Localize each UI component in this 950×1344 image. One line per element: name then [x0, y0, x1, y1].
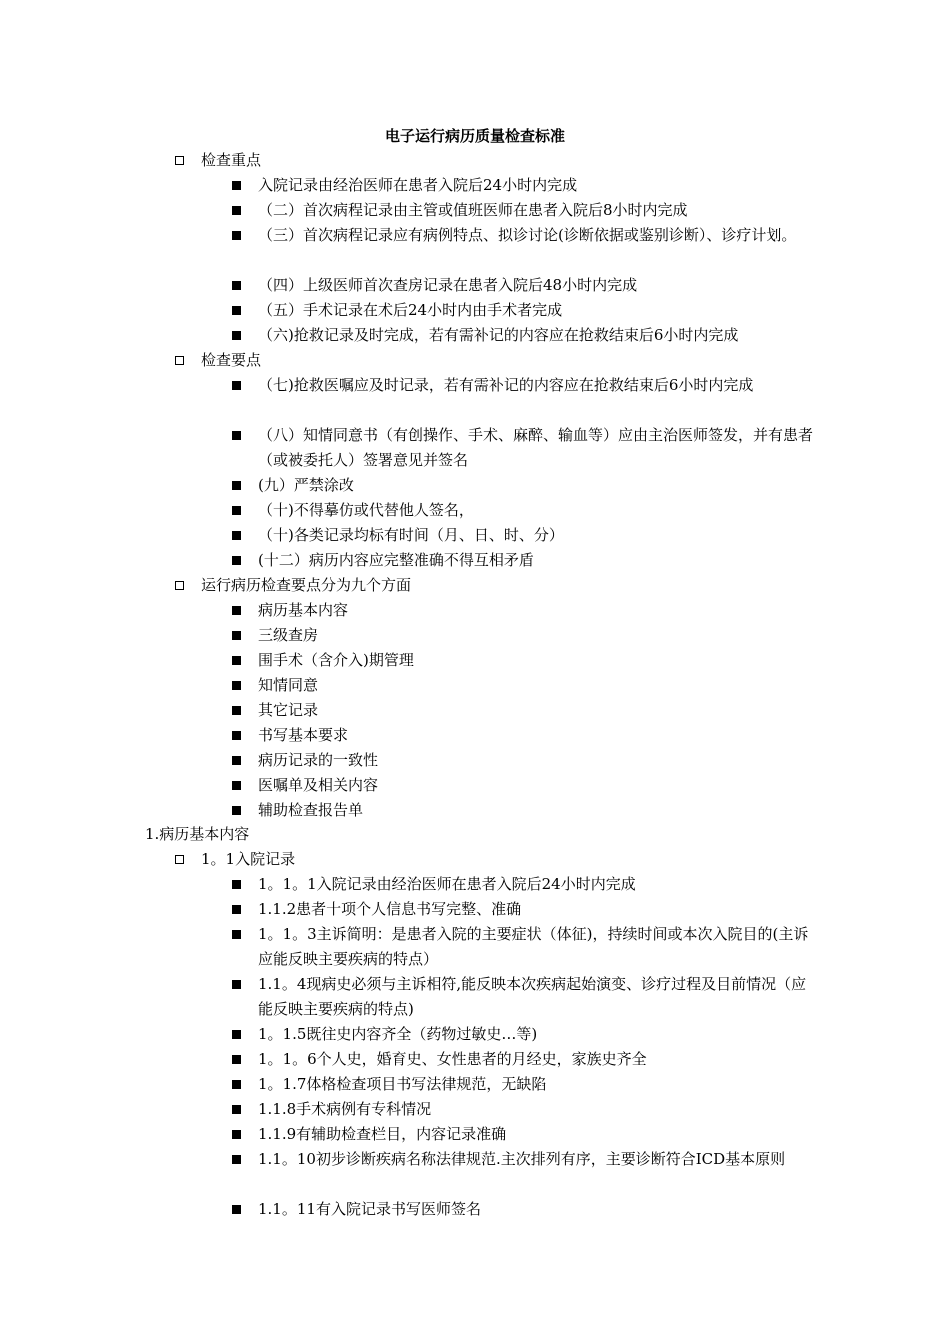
- filled-square-bullet-icon: [232, 1130, 241, 1139]
- list-item: 1。1.7体格检查项目书写法律规范，无缺陷: [258, 1075, 547, 1093]
- list-item: 辅助检查报告单: [258, 801, 364, 819]
- filled-square-bullet-icon: [232, 756, 241, 765]
- hollow-square-bullet-icon: [175, 581, 184, 590]
- filled-square-bullet-icon: [232, 531, 241, 540]
- list-item: 病历记录的一致性: [258, 751, 379, 769]
- section-label: 运行病历检查要点分为九个方面: [201, 576, 412, 594]
- section-label: 检查要点: [201, 351, 262, 369]
- filled-square-bullet-icon: [232, 1080, 241, 1089]
- list-item: 1。1。3主诉简明：是患者入院的主要症状（体征)，持续时间或本次入院目的(主诉应能反映主要疾病的特点）: [258, 925, 809, 968]
- list-item: （八）知情同意书（有创操作、手术、麻醉、输血等）应由主治医师签发，并有患者（或被委托人）签署意见并签名: [258, 426, 814, 469]
- filled-square-bullet-icon: [232, 706, 241, 715]
- hollow-square-bullet-icon: [175, 156, 184, 165]
- list-item: 入院记录由经治医师在患者入院后24小时内完成: [258, 176, 578, 194]
- filled-square-bullet-icon: [232, 231, 241, 240]
- list-item: 医嘱单及相关内容: [258, 776, 379, 794]
- hollow-square-bullet-icon: [175, 356, 184, 365]
- filled-square-bullet-icon: [232, 930, 241, 939]
- list-item: （二）首次病程记录由主管或值班医师在患者入院后8小时内完成: [258, 201, 688, 219]
- filled-square-bullet-icon: [232, 206, 241, 215]
- filled-square-bullet-icon: [232, 556, 241, 565]
- filled-square-bullet-icon: [232, 306, 241, 315]
- list-item: （七)抢救医嘱应及时记录，若有需补记的内容应在抢救结束后6小时内完成: [258, 376, 754, 394]
- list-item: 1.1.9有辅助检查栏目，内容记录准确: [258, 1125, 507, 1143]
- filled-square-bullet-icon: [232, 1105, 241, 1114]
- list-item: 其它记录: [258, 701, 319, 719]
- document-title: 电子运行病历质量检查标准: [384, 127, 565, 145]
- hollow-square-bullet-icon: [175, 855, 184, 864]
- list-item: 知情同意: [258, 676, 319, 694]
- list-item: 病历基本内容: [258, 601, 349, 619]
- filled-square-bullet-icon: [232, 481, 241, 490]
- list-item: 1。1。1入院记录由经治医师在患者入院后24小时内完成: [258, 875, 636, 893]
- list-item: 围手术（含介入)期管理: [258, 651, 414, 669]
- list-item: （五）手术记录在术后24小时内由手术者完成: [258, 301, 563, 319]
- filled-square-bullet-icon: [232, 806, 241, 815]
- filled-square-bullet-icon: [232, 506, 241, 515]
- section-heading: 1.病历基本内容: [145, 825, 250, 843]
- filled-square-bullet-icon: [232, 656, 241, 665]
- list-item: 1.1。4现病史必须与主诉相符,能反映本次疾病起始演变、诊疗过程及目前情况（应能反映主要疾病的特点): [258, 975, 807, 1018]
- filled-square-bullet-icon: [232, 281, 241, 290]
- list-item: (九）严禁涂改: [258, 476, 354, 494]
- list-item: （三）首次病程记录应有病例特点、拟诊讨论(诊断依据或鉴别诊断）、诊疗计划。: [258, 226, 797, 244]
- list-item: （六)抢救记录及时完成，若有需补记的内容应在抢救结束后6小时内完成: [258, 326, 739, 344]
- list-item: 三级查房: [258, 626, 319, 644]
- section-label: 检查重点: [201, 151, 262, 169]
- filled-square-bullet-icon: [232, 381, 241, 390]
- filled-square-bullet-icon: [232, 181, 241, 190]
- list-item: (十二）病历内容应完整准确不得互相矛盾: [258, 551, 534, 569]
- list-item: 书写基本要求: [258, 726, 349, 744]
- filled-square-bullet-icon: [232, 431, 241, 440]
- filled-square-bullet-icon: [232, 631, 241, 640]
- section-label: 1。1入院记录: [201, 850, 296, 868]
- list-item: （十)各类记录均标有时间（月、日、时、分）: [258, 526, 564, 544]
- list-item: 1.1.8手术病例有专科情况: [258, 1100, 432, 1118]
- filled-square-bullet-icon: [232, 1205, 241, 1214]
- list-item: 1。1.5既往史内容齐全（药物过敏史…等): [258, 1025, 538, 1043]
- filled-square-bullet-icon: [232, 781, 241, 790]
- list-item: 1.1。11有入院记录书写医师签名: [258, 1200, 481, 1218]
- filled-square-bullet-icon: [232, 1055, 241, 1064]
- filled-square-bullet-icon: [232, 681, 241, 690]
- list-item: （四）上级医师首次查房记录在患者入院后48小时内完成: [258, 276, 638, 294]
- filled-square-bullet-icon: [232, 1030, 241, 1039]
- filled-square-bullet-icon: [232, 606, 241, 615]
- filled-square-bullet-icon: [232, 905, 241, 914]
- list-item: 1。1。6个人史，婚育史、女性患者的月经史，家族史齐全: [258, 1050, 647, 1068]
- filled-square-bullet-icon: [232, 880, 241, 889]
- list-item: 1.1.2患者十项个人信息书写完整、准确: [258, 900, 522, 918]
- list-item: 1.1。10初步诊断疾病名称法律规范.主次排列有序，主要诊断符合ICD基本原则: [258, 1150, 786, 1168]
- filled-square-bullet-icon: [232, 1155, 241, 1164]
- filled-square-bullet-icon: [232, 731, 241, 740]
- filled-square-bullet-icon: [232, 980, 241, 989]
- list-item: （十)不得摹仿或代替他人签名，: [258, 501, 474, 519]
- filled-square-bullet-icon: [232, 331, 241, 340]
